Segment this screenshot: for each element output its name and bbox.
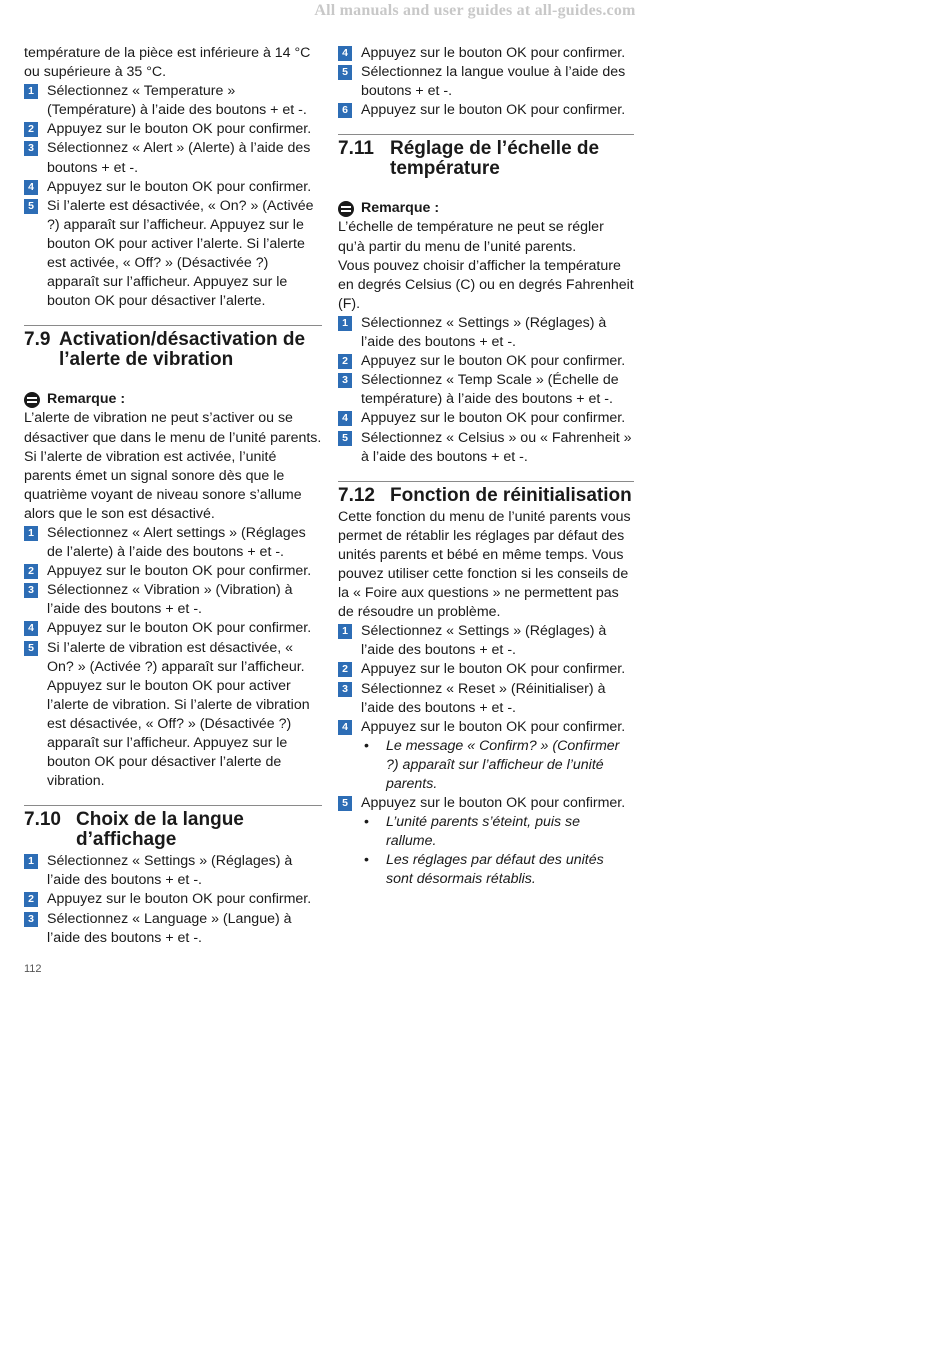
step-number: 1 [24,854,38,869]
section-paragraph: Vous pouvez choisir d’afficher la température en degrés Celsius (C) ou en degrés Fahrenheit (F). [338,257,634,312]
section-7-11-steps [338,314,634,467]
step-item [24,178,322,197]
note-icon [338,201,354,217]
step-item [338,63,634,101]
step-number: 4 [24,180,38,195]
step-item [338,44,634,63]
step-text: Appuyez sur le bouton OK pour confirmer. [361,661,626,678]
section-title: Choix de la langue d’affichage [76,809,244,851]
step-number: 2 [338,662,352,677]
sub-bullet-text: L’unité parents s’éteint, puis se rallume. [386,814,581,850]
step-text: Appuyez sur le bouton OK pour confirmer. [361,353,626,370]
continued-steps [338,44,634,120]
note-heading [338,199,634,218]
step-number: 4 [24,621,38,636]
step-item [24,562,322,581]
sub-bullet-text: Le message « Confirm? » (Confirmer ?) apparaît sur l’afficheur de l’unité parents. [386,737,620,792]
step-number: 6 [338,103,352,118]
step-number: 5 [24,199,38,214]
step-text: Appuyez sur le bouton OK pour confirmer. [361,102,626,119]
step-text: Appuyez sur le bouton OK pour confirmer. [361,718,626,735]
note-text: L’échelle de température ne peut se régler qu’à partir du menu de l’unité parents. [338,219,604,255]
step-text: Appuyez sur le bouton OK pour confirmer. [47,121,312,138]
step-text: Sélectionnez « Reset » (Réinitialiser) à l’aide des boutons + et -. [361,680,606,716]
step-item [24,910,322,948]
sub-bullet-item [362,737,634,794]
note-label: Remarque : [47,391,126,408]
section-title: Fonction de réinitialisation [390,484,632,506]
step-text: Sélectionnez « Alert » (Alerte) à l’aide des boutons + et -. [47,140,311,176]
step-number: 4 [338,46,352,61]
section-heading-7-12 [338,481,634,506]
step-item [24,581,322,619]
section-number: 7.9 [24,329,51,351]
step-text: Appuyez sur le bouton OK pour confirmer. [361,410,626,427]
step-number: 3 [24,141,38,156]
bullet-icon: • [364,737,369,754]
step-text: Sélectionnez « Vibration » (Vibration) à l’aide des boutons + et -. [47,582,293,618]
step-number: 3 [24,583,38,598]
step-item [24,852,322,890]
section-7-10-steps [24,852,322,947]
step-text: Si l’alerte est désactivée, « On? » (Activée ?) apparaît sur l’afficheur. Appuyez sur le bouton OK pour activer l’alerte. Si l’alerte est activée, « Off? » (Désactivée ?) apparaît sur l’afficheur. Appuyez sur le bouton OK pour désactiver l’alerte. [47,197,314,310]
step-text: Sélectionnez « Settings » (Réglages) à l’aide des boutons + et -. [47,853,293,889]
step-text: Sélectionnez « Settings » (Réglages) à l’aide des boutons + et -. [361,623,607,659]
page-number: 112 [24,963,42,975]
note-text: L’alerte de vibration ne peut s’activer ou se désactiver que dans le menu de l’unité parents. [24,410,322,446]
step-number: 5 [338,65,352,80]
step-text: Sélectionnez « Celsius » ou « Fahrenheit » à l’aide des boutons + et -. [361,429,632,465]
step-number: 2 [24,564,38,579]
section-heading-7-11 [338,134,634,179]
step-item [24,82,322,120]
step-text: Sélectionnez la langue voulue à l’aide des boutons + et -. [361,64,626,100]
sub-bullets [338,737,634,794]
section-7-12-steps-cont [338,794,634,813]
sub-bullet-text: Les réglages par défaut des unités sont désormais rétablis. [386,852,604,888]
step-item [24,197,322,312]
step-item [338,429,634,467]
step-text: Appuyez sur le bouton OK pour confirmer. [47,891,312,908]
step-text: Si l’alerte de vibration est désactivée, « On? » (Activée ?) apparaît sur l’afficheur. Appuyez sur le bouton OK pour activer l’alerte de vibration. Si l’alerte de vibration est désactivée, « Off? » (Désactivée ?) apparaît sur l’afficheur. Appuyez sur le bouton OK pour désactiver l’alerte de vibration. [47,639,310,790]
section-title: Activation/désactivation de l’alerte de vibration [59,329,306,371]
step-item [24,890,322,909]
section-heading-7-9 [24,325,322,370]
step-item [338,101,634,120]
step-number: 3 [338,682,352,697]
step-item [338,718,634,737]
step-text: Sélectionnez « Temperature » (Température) à l’aide des boutons + et -. [47,83,307,119]
section-7-12-steps [338,622,634,737]
section-number: 7.10 [24,809,61,831]
sub-bullets [338,813,634,889]
step-number: 5 [338,796,352,811]
left-column [24,44,322,948]
step-item [24,639,322,792]
step-number: 4 [338,411,352,426]
step-item [24,619,322,638]
step-number: 1 [338,316,352,331]
intro-paragraph: température de la pièce est inférieure à 14 °C ou supérieure à 35 °C. [24,45,311,81]
note-label: Remarque : [361,200,440,217]
step-item [338,352,634,371]
bullet-icon: • [364,814,369,831]
step-text: Sélectionnez « Settings » (Réglages) à l’aide des boutons + et -. [361,314,607,351]
section-7-9-steps [24,524,322,791]
section-number: 7.11 [338,138,374,160]
step-text: Sélectionnez « Temp Scale » (Échelle de température) à l’aide des boutons + et -. [361,372,619,408]
step-item [338,371,634,409]
step-number: 3 [24,912,38,927]
step-text: Sélectionnez « Language » (Langue) à l’aide des boutons + et -. [47,910,292,946]
step-number: 4 [338,720,352,735]
step-item [24,524,322,562]
step-item [338,622,634,660]
note-icon [24,392,40,408]
intro-steps [24,82,322,311]
step-number: 2 [24,892,38,907]
step-item [338,409,634,428]
step-text: Appuyez sur le bouton OK pour confirmer. [47,563,312,580]
step-number: 2 [24,122,38,137]
step-text: Appuyez sur le bouton OK pour confirmer. [47,620,312,637]
step-text: Appuyez sur le bouton OK pour confirmer. [361,795,626,812]
bullet-icon: • [364,852,369,869]
section-heading-7-10 [24,805,322,850]
step-item [338,660,634,679]
step-text: Appuyez sur le bouton OK pour confirmer. [361,45,626,61]
section-paragraph: Cette fonction du menu de l’unité parents vous permet de rétablir les réglages par défaut des unités parents et bébé en même temps. Vous pouvez utiliser cette fonction si les conseils de la « Foire aux questions » ne permettent pas de résoudre un problème. [338,508,631,621]
watermark: All manuals and user guides at all-guides.com [314,2,636,19]
step-number: 1 [338,624,352,639]
step-text: Sélectionnez « Alert settings » (Réglages de l’alerte) à l’aide des boutons + et -. [47,524,306,561]
right-column [338,44,634,890]
step-item [338,314,634,352]
step-number: 3 [338,373,352,388]
note-heading [24,390,322,409]
section-title: Réglage de l’échelle de température [390,138,600,180]
step-number: 5 [338,431,352,446]
step-item [24,139,322,177]
step-text: Appuyez sur le bouton OK pour confirmer. [47,178,312,195]
step-number: 2 [338,354,352,369]
step-number: 5 [24,641,38,656]
sub-bullet-item [362,851,634,889]
step-number: 1 [24,526,38,541]
section-paragraph: Si l’alerte de vibration est activée, l’unité parents émet un signal sonore dès que le quatrième voyant de niveau sonore s’allume alors que le son est désactivé. [24,448,302,522]
section-number: 7.12 [338,484,375,506]
step-item [24,120,322,139]
step-item [338,680,634,718]
step-item [338,794,634,813]
sub-bullet-item [362,813,634,851]
step-number: 1 [24,84,38,99]
